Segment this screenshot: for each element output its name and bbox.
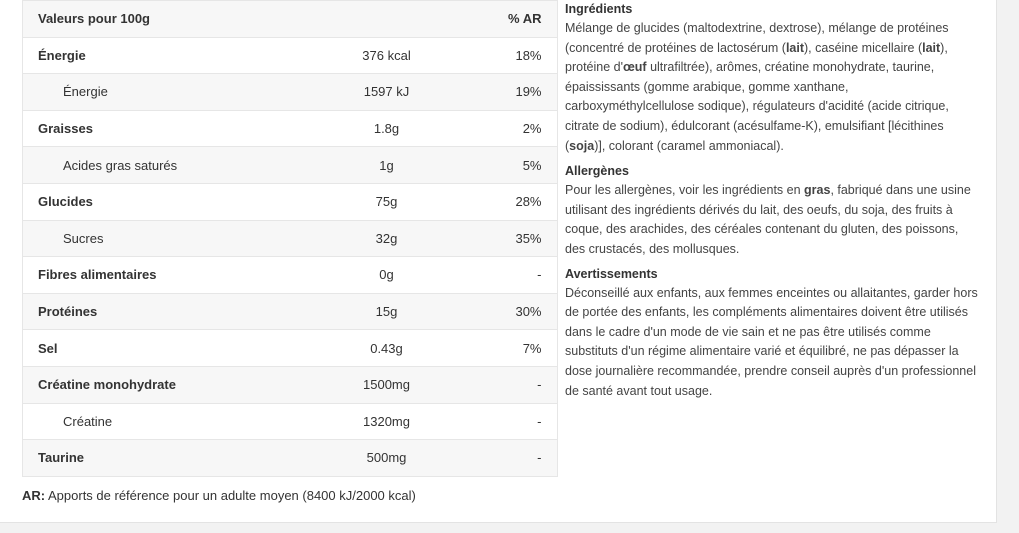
nutrition-row: [23, 366, 558, 403]
nutrient-ar: 28%: [485, 183, 557, 220]
nutrition-row: [23, 147, 558, 184]
nutrient-value: 1g: [288, 147, 485, 184]
text-segment: Mélange de glucides (maltodextrine, dextrose), mélange de protéines (concentré de protéines de lactosérum (: [565, 21, 949, 55]
nutrient-value: 500mg: [288, 440, 485, 477]
ingredients-text: [565, 19, 980, 156]
nutrient-ar: 5%: [485, 147, 557, 184]
allergen-highlight: lait: [785, 40, 805, 55]
nutrition-header-row: [23, 1, 558, 38]
allergen-highlight: œuf: [622, 60, 647, 75]
allergen-highlight: gras: [804, 183, 831, 198]
nutrient-name: Créatine monohydrate: [23, 366, 289, 403]
nutrient-value: 0.43g: [288, 330, 485, 367]
nutrient-name: Taurine: [23, 440, 289, 477]
text-segment: )], colorant (caramel ammoniacal).: [594, 138, 784, 153]
ingredients-section: [565, 0, 980, 156]
nutrition-row: [23, 257, 558, 294]
nutrition-row: [23, 220, 558, 257]
nutrient-ar: -: [485, 403, 557, 440]
header-name: Valeurs pour 100g: [23, 1, 289, 38]
nutrient-value: 1500mg: [288, 366, 485, 403]
nutrient-name: Fibres alimentaires: [23, 257, 289, 294]
ingredients-title: Ingrédients: [565, 2, 633, 16]
nutrition-row: [23, 440, 558, 477]
warnings-title: Avertissements: [565, 266, 658, 281]
nutrient-value: 15g: [288, 293, 485, 330]
nutrient-value: 75g: [288, 183, 485, 220]
warnings-section: [565, 265, 980, 402]
nutrient-value: 1597 kJ: [288, 74, 485, 111]
nutrition-row: [23, 330, 558, 367]
footnote-abbr: AR:: [22, 488, 46, 503]
header-value: [288, 1, 485, 38]
nutrient-value: 376 kcal: [288, 37, 485, 74]
nutrient-value: 32g: [288, 220, 485, 257]
nutrient-name: Graisses: [23, 110, 289, 147]
nutrient-ar: 7%: [485, 330, 557, 367]
nutrition-body: [23, 37, 558, 476]
info-column: [565, 0, 980, 401]
nutrient-value: 1320mg: [288, 403, 485, 440]
text-segment: , fabriqué dans une usine utilisant des ingrédients dérivés du lait, des oeufs, du soja, des fruits à coque, des arachides, des céréales contenant du gluten, des poissons, des crustacés, des mollusques.: [565, 183, 971, 256]
allergen-highlight: soja: [569, 138, 595, 153]
nutrition-table: [22, 0, 558, 477]
nutrient-name: Acides gras saturés: [23, 147, 289, 184]
nutrient-name: Sel: [23, 330, 289, 367]
nutrition-row: [23, 403, 558, 440]
nutrient-ar: 2%: [485, 110, 557, 147]
nutrient-value: 1.8g: [288, 110, 485, 147]
nutrient-ar: 30%: [485, 293, 557, 330]
text-segment: ), protéine d': [565, 40, 948, 75]
nutrient-value: 0g: [288, 257, 485, 294]
nutrition-row: [23, 293, 558, 330]
text-segment: Pour les allergènes, voir les ingrédients en: [565, 183, 805, 198]
allergens-text: [565, 181, 980, 259]
nutrient-name: Sucres: [23, 220, 289, 257]
allergen-highlight: lait: [922, 40, 941, 55]
nutrient-name: Protéines: [23, 293, 289, 330]
allergens-section: [565, 162, 980, 259]
header-ar: % AR: [485, 1, 557, 38]
nutrient-name: Créatine: [23, 403, 289, 440]
nutrient-name: Glucides: [23, 183, 289, 220]
nutrient-ar: -: [485, 257, 557, 294]
nutrient-ar: 18%: [485, 37, 557, 74]
nutrition-row: [23, 110, 558, 147]
nutrient-ar: -: [485, 366, 557, 403]
nutrient-ar: 35%: [485, 220, 557, 257]
text-segment: ultrafiltrée), arômes, créatine monohydrate, taurine, épaississants (gomme arabique, gomme xanthane, carboxyméthylcellulose sodique), régulateurs d'acidité (acide citrique, citrate de sodium), édulcorant (acésulfame-K), emulsifiant [lécithines (: [565, 60, 949, 153]
nutrition-row: [23, 74, 558, 111]
nutrient-name: Énergie: [23, 37, 289, 74]
nutrition-row: [23, 37, 558, 74]
warnings-text: Déconseillé aux enfants, aux femmes enceintes ou allaitantes, garder hors de portée des enfants, les compléments alimentaires doivent être utilisés dans le cadre d'un mode de vie sain et ne pas être utilisés comme substituts d'un régime alimentaire varié et équilibré, ne pas dépasser la dose journalière recommandée, prendre conseil auprès d'un professionnel de santé avant tout usage.: [565, 285, 978, 398]
text-segment: ), caséine micellaire (: [804, 40, 923, 55]
reference-footnote: [22, 488, 416, 503]
nutrient-ar: 19%: [485, 74, 557, 111]
nutrient-ar: -: [485, 440, 557, 477]
allergens-title: Allergènes: [565, 164, 629, 179]
nutrient-name: Énergie: [23, 74, 289, 111]
nutrition-row: [23, 183, 558, 220]
footnote-text: Apports de référence pour un adulte moyen (8400 kJ/2000 kcal): [45, 488, 416, 503]
